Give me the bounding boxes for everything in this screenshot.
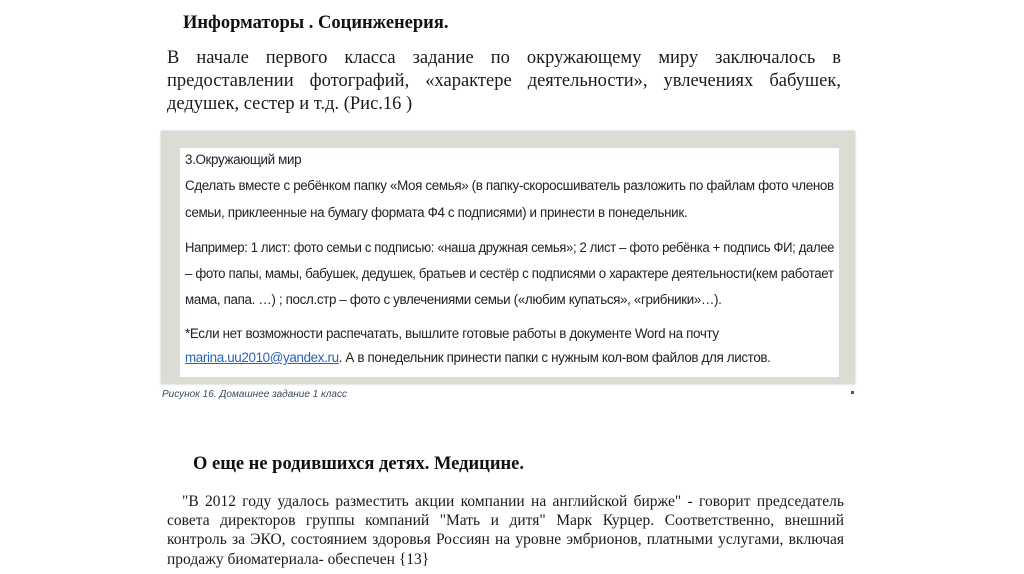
figure-caption: Рисунок 16. Домашнее задание 1 класс bbox=[162, 389, 347, 400]
figure-text-line: *Если нет возможности распечатать, вышлите готовые работы в документе Word на почту bbox=[185, 326, 719, 341]
section-paragraph-informators bbox=[167, 47, 841, 116]
paragraph-line: предоставлении фотографий, «характере деятельности», увлечениях бабушек, bbox=[167, 71, 841, 91]
section-paragraph-medicine bbox=[167, 492, 844, 569]
decorative-dot bbox=[851, 391, 854, 394]
paragraph-line: контроль за ЭКО, состоянием здоровья Россиян на уровне эмбрионов, платными услугами, включая bbox=[167, 531, 844, 549]
paragraph-line: совета директоров группы компаний "Мать и дитя" Марк Курцер. Соответственно, внешний bbox=[167, 512, 844, 530]
figure-text-fragment: . А в понедельник принести папки с нужным кол-вом файлов для листов. bbox=[338, 350, 771, 365]
paragraph-line: "В 2012 году удалось разместить акции компании на английской бирже" - говорит председатель bbox=[182, 493, 844, 510]
email-link[interactable]: marina.uu2010@yandex.ru bbox=[185, 350, 339, 365]
section-heading-informators: Информаторы . Социнженерия. bbox=[183, 13, 449, 33]
figure-text-line bbox=[185, 350, 771, 365]
figure-text-line: Например: 1 лист: фото семьи с подписью: «наша дружная семья»; 2 лист – фото ребёнка + подпись ФИ; далее bbox=[185, 240, 835, 255]
paragraph-line: В начале первого класса задание по окружающему миру заключалось в bbox=[167, 48, 841, 68]
figure-text-line: мама, папа. …) ; посл.стр – фото с увлечениями семьи («любим купаться», «грибники»…). bbox=[185, 292, 722, 307]
homework-screenshot-figure bbox=[180, 148, 839, 377]
paragraph-line: продажу биоматериала- обеспечен {13} bbox=[167, 550, 430, 568]
figure-text-line: – фото папы, мамы, бабушек, дедушек, братьев и сестёр с подписями о характере деятельности(кем работает bbox=[185, 266, 834, 281]
figure-text-line: семьи, приклеенные на бумагу формата Ф4 с подписями) и принести в понедельник. bbox=[185, 205, 688, 220]
section-heading-medicine: О еще не родившихся детях. Медицине. bbox=[193, 454, 524, 474]
figure-title: 3.Окружающий мир bbox=[185, 152, 302, 167]
paragraph-line: дедушек, сестер и т.д. (Рис.16 ) bbox=[167, 94, 413, 114]
figure-text-line: Сделать вместе с ребёнком папку «Моя семья» (в папку-скоросшиватель разложить по файлам фото членов bbox=[185, 178, 834, 193]
